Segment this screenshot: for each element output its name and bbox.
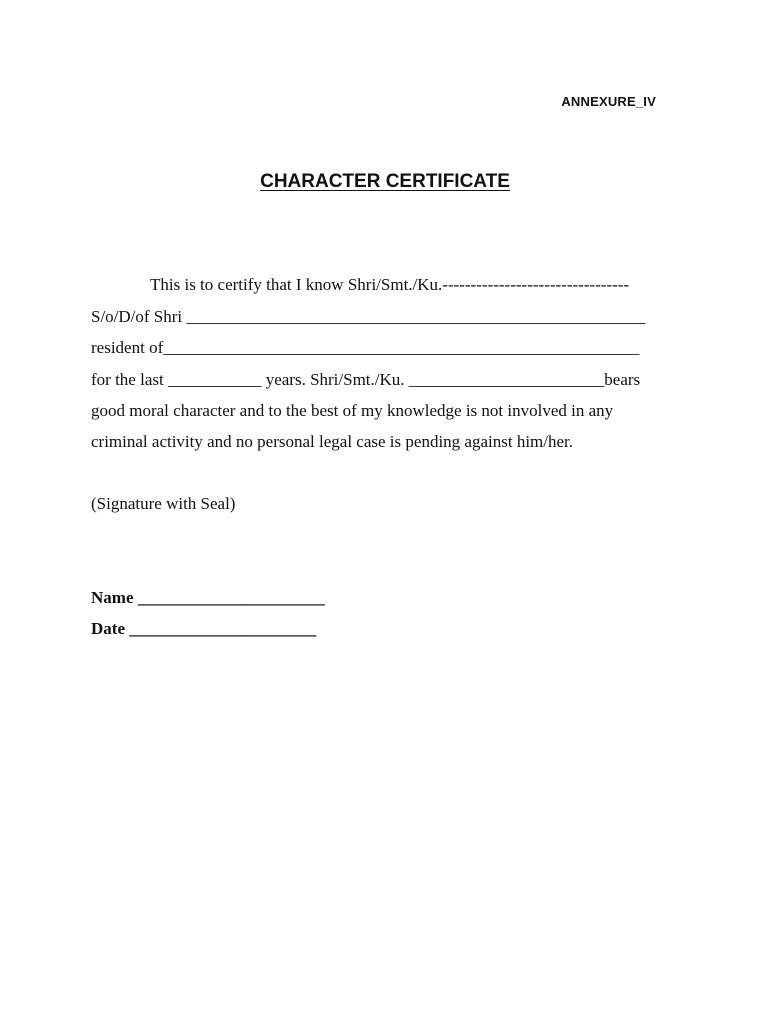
body-line-6: criminal activity and no personal legal case is pending against him/her.	[91, 432, 574, 451]
page-title: CHARACTER CERTIFICATE	[260, 171, 510, 192]
date-field: Date ______________________	[91, 619, 317, 638]
body-line-2: S/o/D/of Shri ______________________________________________________	[91, 307, 646, 326]
name-field: Name ______________________	[91, 588, 325, 607]
body-line-1: This is to certify that I know Shri/Smt./Ku.---------------------------------	[150, 275, 630, 294]
annexure-label: ANNEXURE_IV	[561, 94, 656, 109]
body-line-4: for the last ___________ years. Shri/Smt./Ku. _______________________bears	[91, 370, 641, 389]
body-line-5: good moral character and to the best of my knowledge is not involved in any	[91, 401, 614, 420]
signature-label: (Signature with Seal)	[91, 494, 236, 513]
body-line-3: resident of________________________________________________________	[91, 338, 640, 357]
